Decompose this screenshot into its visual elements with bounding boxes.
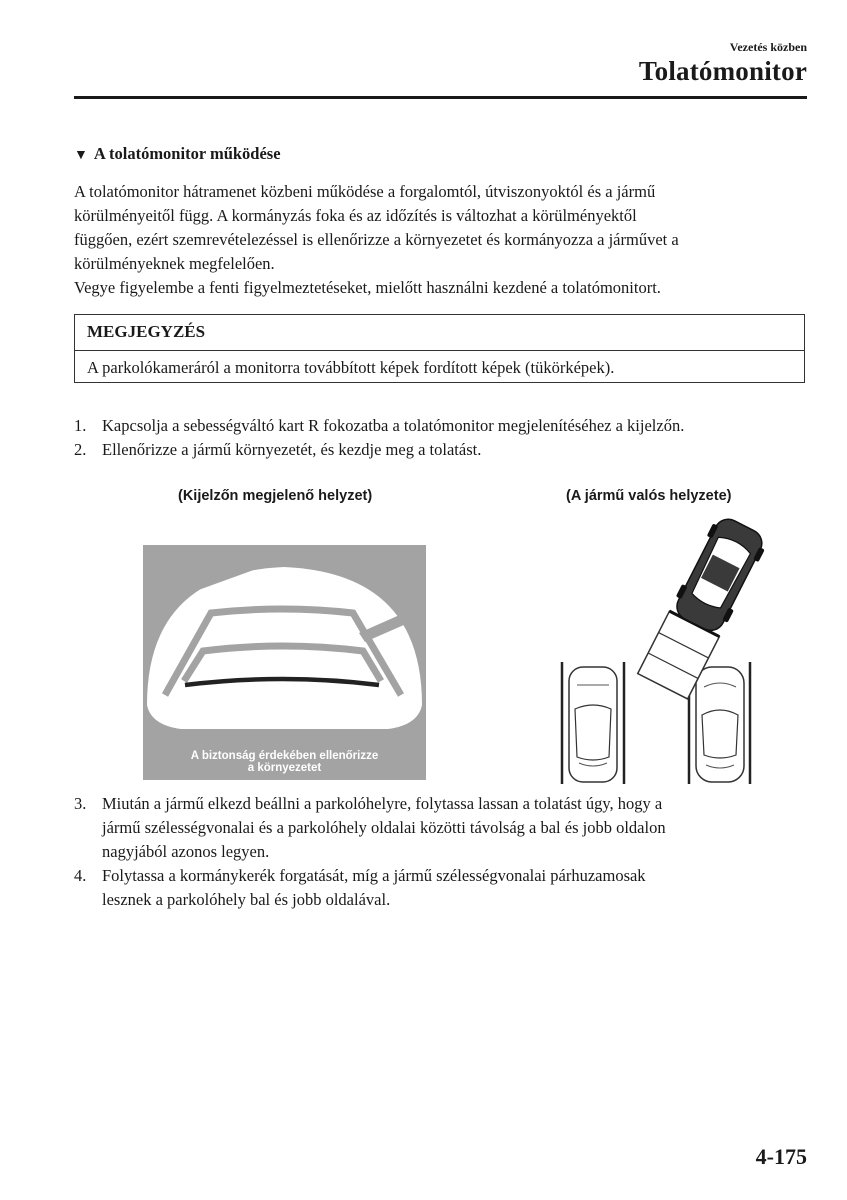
step-item xyxy=(74,438,808,462)
section-heading-text: A tolatómonitor működése xyxy=(93,144,281,163)
step-item xyxy=(74,864,808,912)
note-box xyxy=(74,314,805,383)
intro-line: függően, ezért szemrevételezéssel is ellenőrizze a környezetet és kormányozza a járművet a xyxy=(74,230,679,249)
step-text-line: lesznek a parkolóhely bal és jobb oldalával. xyxy=(102,890,391,909)
step-number: 3. xyxy=(74,794,87,813)
step-number: 2. xyxy=(74,440,87,459)
step-text-line: nagyjából azonos legyen. xyxy=(102,842,270,861)
page-number: 4-175 xyxy=(755,1144,807,1169)
steps-list-first xyxy=(74,414,808,462)
step-text: Kapcsolja a sebességváltó kart R fokozatba a tolatómonitor megjelenítéséhez a kijelzőn. xyxy=(102,416,685,435)
parked-car-left xyxy=(569,667,617,782)
step-number: 4. xyxy=(74,866,87,885)
triangle-marker-icon: ▼ xyxy=(74,148,88,163)
page-title: Tolatómonitor xyxy=(638,56,807,86)
figure-caption-display: (Kijelzőn megjelenő helyzet) xyxy=(178,488,373,504)
section-heading xyxy=(74,144,281,164)
step-text xyxy=(102,792,666,864)
actual-position-illustration xyxy=(548,512,778,787)
note-text: A parkolókameráról a monitorra továbbított képek fordított képek (tükörképek). xyxy=(87,358,615,377)
figure-caption-actual: (A jármű valós helyzete) xyxy=(566,488,732,504)
note-title: MEGJEGYZÉS xyxy=(75,315,804,351)
header-rule xyxy=(74,96,807,99)
step-item xyxy=(74,414,808,438)
step-text-line: Miután a jármű elkezd beállni a parkolóhelyre, folytassa lassan a tolatást úgy, hogy a xyxy=(102,794,663,813)
display-caption xyxy=(143,750,426,774)
display-caption-line: a környezetet xyxy=(247,762,322,774)
camera-display-illustration xyxy=(143,545,426,780)
steps-list-second xyxy=(74,792,808,912)
intro-paragraph xyxy=(74,180,808,300)
step-item xyxy=(74,792,808,864)
step-number: 1. xyxy=(74,416,87,435)
display-caption-line: A biztonság érdekében ellenőrizze xyxy=(190,750,379,762)
running-header-section: Vezetés közben xyxy=(729,40,807,54)
step-text-line: jármű szélességvonalai és a parkolóhely oldalai közötti távolság a bal és jobb oldalon xyxy=(102,818,666,837)
step-text xyxy=(102,864,646,912)
intro-line: Vegye figyelembe a fenti figyelmeztetéseket, mielőtt használni kezdené a tolatómonitort. xyxy=(74,278,661,297)
intro-line: körülményeitől függ. A kormányzás foka és az időzítés is változhat a körülményektől xyxy=(74,206,637,225)
parked-car-right xyxy=(696,667,744,782)
intro-line: körülményeknek megfelelően. xyxy=(74,254,275,273)
step-text-line: Folytassa a kormánykerék forgatását, míg a jármű szélességvonalai párhuzamosak xyxy=(102,866,646,885)
intro-line: A tolatómonitor hátramenet közbeni működése a forgalomtól, útviszonyoktól és a jármű xyxy=(74,182,656,201)
step-text: Ellenőrizze a jármű környezetét, és kezdje meg a tolatást. xyxy=(102,440,482,459)
